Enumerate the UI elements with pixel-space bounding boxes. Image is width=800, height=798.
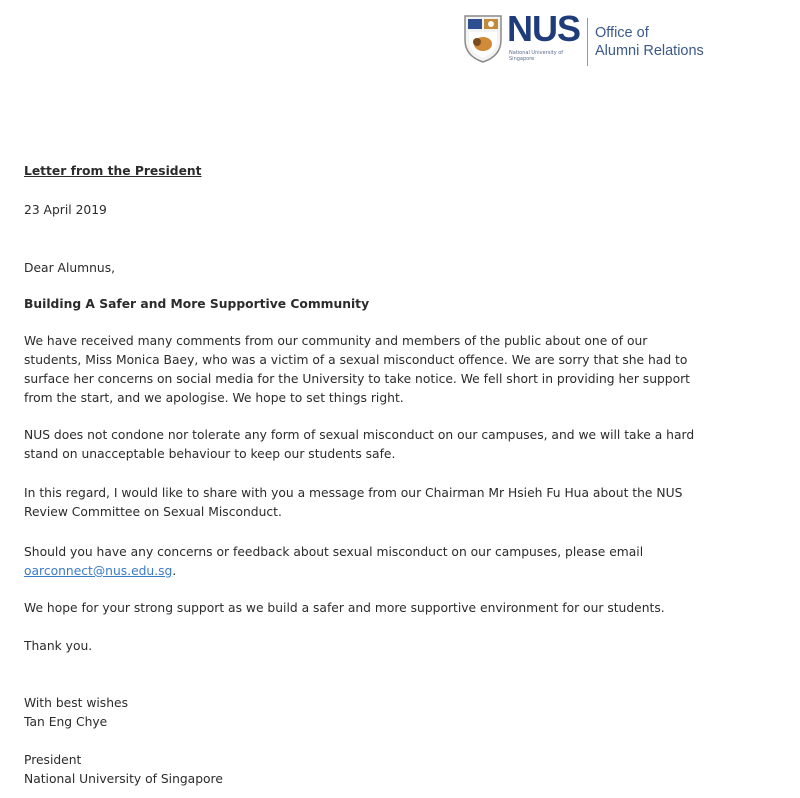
closing: With best wishes [24, 696, 128, 710]
text-line: from the start, and we apologise. We hope to set things right. [24, 391, 404, 405]
logo-subtext: National University of Singapore [509, 50, 564, 62]
text-line: NUS does not condone nor tolerate any form of sexual misconduct on our campuses, and we will take a hard [24, 428, 695, 442]
email-suffix: . [172, 564, 177, 578]
title-block [24, 751, 223, 789]
logo-divider [587, 18, 588, 66]
salutation: Dear Alumnus, [24, 261, 116, 275]
paragraph-2 [24, 426, 694, 464]
text-line: surface her concerns on social media for the University to take notice. We fell short in providing her support [24, 372, 691, 386]
logo-text: NUS [507, 8, 581, 49]
text-line: stand on unacceptable behaviour to keep our students safe. [24, 447, 396, 461]
office-line: Alumni Relations [595, 43, 704, 59]
office-name [595, 24, 704, 60]
institution: National University of Singapore [24, 772, 223, 786]
letter-title: Letter from the President [24, 164, 202, 178]
signatory: Tan Eng Chye [24, 715, 108, 729]
letter-date: 23 April 2019 [24, 203, 107, 217]
paragraph-1 [24, 332, 690, 408]
nus-crest-icon [463, 14, 503, 64]
email-link[interactable]: oarconnect@nus.edu.sg [24, 564, 173, 578]
paragraph-3 [24, 484, 682, 522]
thanks: Thank you. [24, 639, 93, 653]
text-line [24, 562, 643, 581]
letter-heading: Building A Safer and More Supportive Community [24, 297, 370, 311]
paragraph-4 [24, 543, 643, 581]
office-line: Office of [595, 25, 649, 41]
paragraph-5: We hope for your strong support as we build a safer and more supportive environment for our students. [24, 601, 665, 615]
text-line: Review Committee on Sexual Misconduct. [24, 505, 282, 519]
nus-logo [463, 8, 723, 68]
text-line: students, Miss Monica Baey, who was a victim of a sexual misconduct offence. We are sorry that she had to [24, 353, 688, 367]
closing-block [24, 694, 128, 732]
text-line: Should you have any concerns or feedback about sexual misconduct on our campuses, please email [24, 545, 644, 559]
text-line: In this regard, I would like to share with you a message from our Chairman Mr Hsieh Fu Hua about the NUS [24, 486, 683, 500]
text-line: We have received many comments from our community and members of the public about one of our [24, 334, 648, 348]
position: President [24, 753, 82, 767]
